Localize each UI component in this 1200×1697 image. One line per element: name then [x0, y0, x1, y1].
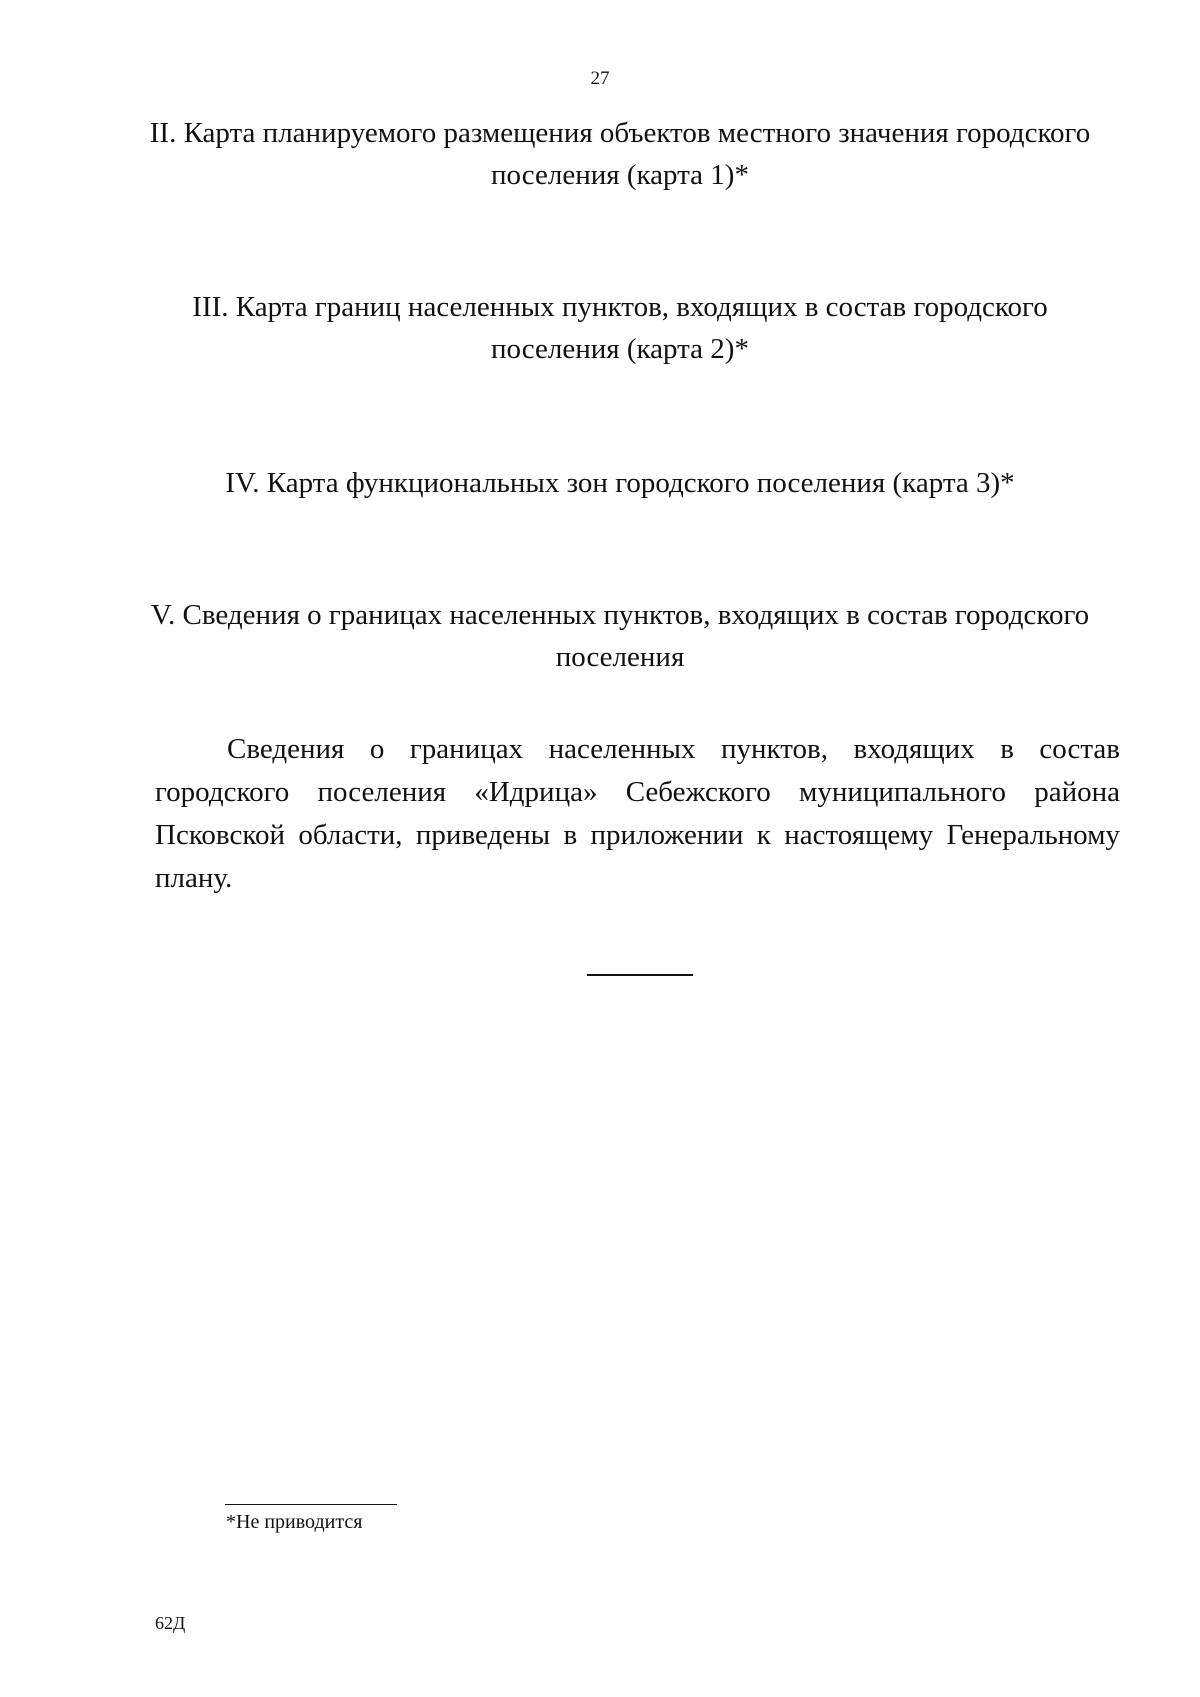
section-heading-iv: IV. Карта функциональных зон городского поселения (карта 3)*: [225, 467, 1015, 499]
page-number: 27: [590, 68, 610, 89]
section-v-paragraph: Сведения о границах населенных пунктов, входящих в состав городского поселения «Идрица» Себежского муниципального района Псковской области, приведены в приложении к настоящему Генеральному плану.: [155, 733, 1120, 894]
section-heading-iii: III. Карта границ населенных пунктов, входящих в состав городского поселения (карта 2)*: [192, 291, 1048, 365]
footnote: *Не приводится: [226, 1511, 363, 1533]
section-heading-v: V. Сведения о границах населенных пунктов, входящих в состав городского поселения: [150, 599, 1090, 673]
footnote-separator: [225, 1504, 397, 1505]
end-of-text-rule: [587, 974, 693, 976]
section-heading-ii: II. Карта планируемого размещения объектов местного значения городского поселения (карта 1)*: [149, 117, 1091, 191]
document-code: 62Д: [155, 1613, 186, 1633]
